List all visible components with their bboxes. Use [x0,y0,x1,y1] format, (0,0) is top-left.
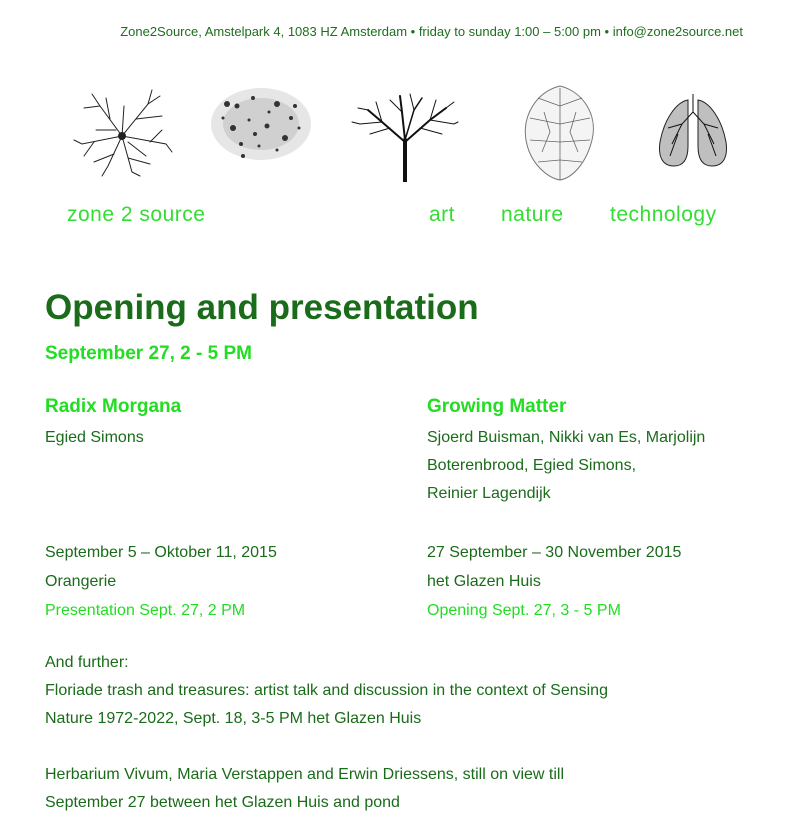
exhibition-venue: het Glazen Huis [427,573,541,590]
leaf-veins-icon [520,82,600,182]
header-info: Zone2Source, Amstelpark 4, 1083 HZ Amsterdam • friday to sunday 1:00 – 5:00 pm • info@zone2source.net [120,24,743,39]
artists-line: Reinier Lagendijk [427,485,551,502]
nav-nature-link[interactable]: nature [501,203,564,226]
further-item-line: Herbarium Vivum, Maria Verstappen and Erwin Driessens, still on view till [45,766,565,783]
tree-icon [350,88,460,182]
neuron-icon [70,86,175,178]
radix-morgana-details [45,538,405,625]
exhibition-period: 27 September – 30 November 2015 [427,544,682,561]
artists-line: Sjoerd Buisman, Nikki van Es, Marjolijn [427,429,706,446]
further-item-line: Floriade trash and treasures: artist talk and discussion in the context of Sensing [45,682,608,699]
cell-cluster-icon [207,84,315,164]
exhibition-growing-matter [427,396,787,508]
exhibition-artists [427,424,787,508]
exhibition-period: September 5 – Oktober 11, 2015 [45,544,277,561]
opening-date: September 27, 2 - 5 PM [45,343,252,364]
exhibition-title: Radix Morgana [45,396,182,417]
lungs-icon [652,94,734,170]
further-item-line: September 27 between het Glazen Huis and pond [45,794,400,811]
page-title: Opening and presentation [45,288,479,327]
exhibition-artists: Egied Simons [45,429,144,446]
exhibition-title: Growing Matter [427,396,567,417]
nav-brand-link[interactable]: zone 2 source [67,203,206,226]
further-events [45,649,745,817]
artists-line: Boterenbrood, Egied Simons, [427,457,637,474]
image-strip [0,82,800,182]
nav-art-link[interactable]: art [429,203,456,226]
nav-technology-link[interactable]: technology [610,203,717,226]
presentation-note: Presentation Sept. 27, 2 PM [45,602,246,619]
exhibition-venue: Orangerie [45,573,117,590]
further-item-line: Nature 1972-2022, Sept. 18, 3-5 PM het Glazen Huis [45,710,422,727]
site-nav [0,203,800,233]
exhibition-radix-morgana [45,396,405,452]
growing-matter-details [427,538,787,625]
opening-note: Opening Sept. 27, 3 - 5 PM [427,602,621,619]
further-label: And further: [45,654,129,671]
